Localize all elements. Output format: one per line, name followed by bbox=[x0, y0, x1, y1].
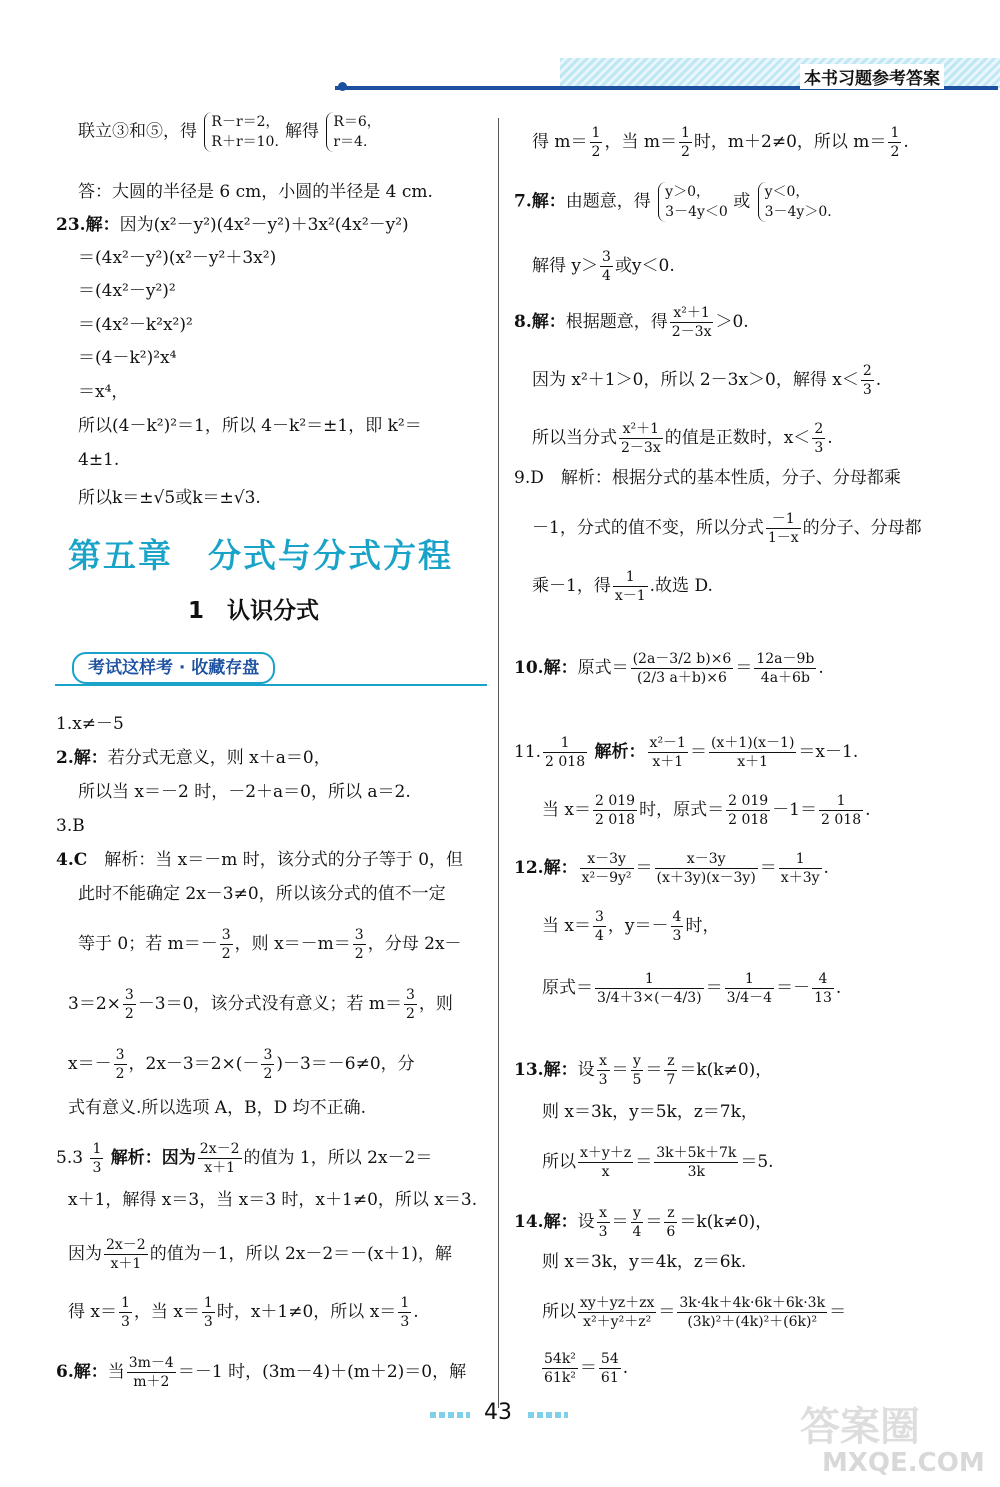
denominator: 2 bbox=[263, 1066, 273, 1082]
question-number: 12.解： bbox=[514, 858, 578, 878]
text: 解得 bbox=[284, 121, 319, 142]
equation: R－r＝2， bbox=[211, 114, 280, 130]
fraction bbox=[595, 970, 704, 1007]
numerator: 2x－2 bbox=[199, 1141, 240, 1157]
denominator: 1－x bbox=[767, 530, 799, 546]
text: ，则 bbox=[418, 994, 453, 1014]
denominator: 61k² bbox=[544, 1370, 576, 1386]
text: ＝5. bbox=[740, 1152, 774, 1172]
header-dot bbox=[338, 82, 347, 91]
denominator: 2 bbox=[890, 144, 900, 160]
denominator: 3 bbox=[814, 440, 824, 456]
text: 联立③和⑤，得 bbox=[78, 121, 197, 142]
numerator: 3 bbox=[354, 927, 364, 943]
question-number: 4.C bbox=[56, 850, 88, 870]
text: 所以当分式 bbox=[532, 428, 617, 448]
fraction bbox=[631, 1052, 644, 1089]
denominator: 2 018 bbox=[595, 812, 636, 828]
text: ＝－ bbox=[776, 978, 811, 998]
text: 解析：当 x＝－m 时，该分式的分子等于 0，但 bbox=[87, 850, 464, 870]
text: 原式＝ bbox=[577, 658, 629, 678]
fraction bbox=[726, 792, 770, 829]
answer-2-line2: 所以当 x＝－2 时，－2＋a＝0，所以 a＝2. bbox=[78, 782, 411, 802]
text: 3＝2× bbox=[68, 994, 121, 1014]
denominator: x－1 bbox=[614, 588, 646, 604]
answer-14: 14.解：设 $\frac{x}{3}$ ＝ $\frac{y}{4}$ ＝ $\frac{z}{6}$ ＝k(k≠0)， bbox=[514, 1205, 773, 1240]
denominator: 2 bbox=[124, 1006, 134, 1022]
denominator: 2 bbox=[115, 1066, 125, 1082]
equation: R＋r＝10. bbox=[211, 134, 279, 150]
text: 设 bbox=[577, 1212, 595, 1232]
text: 当 x＝ bbox=[542, 800, 591, 820]
denominator: 4 bbox=[632, 1224, 642, 1240]
fraction bbox=[404, 986, 417, 1023]
numerator: 1 bbox=[203, 1295, 213, 1311]
answer-5-line3 bbox=[68, 1236, 452, 1273]
numerator: x²＋1 bbox=[619, 420, 663, 439]
text: 乘－1，得 bbox=[532, 576, 611, 596]
denominator: x²＋y²＋z² bbox=[583, 1314, 652, 1330]
question-number: 8.解： bbox=[514, 312, 566, 332]
fraction bbox=[812, 970, 834, 1007]
answer-14-line3: 所以 $\frac{xy+yz+zx}{\text{x²＋y²＋z²}}$ ＝ $\frac{3k\cdot 4k+4k\cdot 6k+6k\cdot 3k}{\text{(3k)²＋(4k)²＋(6k)²}}$ ＝ bbox=[542, 1295, 847, 1330]
fraction bbox=[812, 420, 825, 457]
fraction bbox=[679, 124, 692, 161]
fraction bbox=[202, 1294, 215, 1331]
fraction bbox=[766, 510, 801, 547]
numerator: 2x－2 bbox=[106, 1237, 146, 1253]
answer-11-line2: 当 x＝ $\frac{2 019}{2 018}$ 时，原式＝ $\frac{2 019}{2 018}$ －1＝ $\frac{1}{2 018}$ . bbox=[542, 793, 871, 828]
numerator: x²－1 bbox=[649, 735, 686, 751]
answer-23-line2: ＝(4x²－y²)(x²－y²＋3x²) bbox=[78, 248, 277, 268]
numerator: x＋y＋z bbox=[580, 1145, 632, 1161]
text: 根据题意，得 bbox=[565, 312, 668, 332]
denominator: 3 bbox=[598, 1224, 608, 1240]
text: ，2x－3＝2×(－ bbox=[128, 1054, 260, 1074]
fraction bbox=[114, 1046, 127, 1083]
fraction bbox=[580, 850, 634, 887]
question-number: 11. bbox=[514, 742, 542, 762]
numerator: 1 bbox=[613, 568, 648, 587]
text: ，分母 2x－ bbox=[367, 934, 462, 954]
denominator: 3 bbox=[598, 1072, 608, 1088]
denominator: 61 bbox=[600, 1370, 619, 1386]
answer-23-line8: 4±1. bbox=[78, 450, 120, 470]
answer-7 bbox=[514, 182, 832, 222]
numerator: 3 bbox=[221, 927, 231, 943]
question-number: 6.解： bbox=[56, 1362, 108, 1382]
fraction bbox=[353, 926, 366, 963]
equation: r＝4. bbox=[333, 134, 368, 150]
denominator: 6 bbox=[666, 1224, 676, 1240]
numerator: 3 bbox=[405, 987, 415, 1003]
answer-8-line2: 因为 x²＋1＞0，所以 2－3x＞0，解得 x＜ $\frac{2}{3}$ . bbox=[532, 363, 882, 398]
text: 时，原式＝ bbox=[639, 800, 725, 820]
denominator: (3k)²＋(4k)²＋(6k)² bbox=[687, 1314, 818, 1330]
question-number: 5.3 bbox=[56, 1148, 84, 1168]
numerator: 3 bbox=[263, 1047, 273, 1063]
answer-2 bbox=[56, 746, 331, 770]
column-divider bbox=[498, 118, 499, 1408]
text: .故选 D. bbox=[649, 576, 713, 596]
text: 当 x＝ bbox=[542, 916, 591, 936]
text: ，y＝－ bbox=[607, 916, 669, 936]
numerator: 3 bbox=[595, 909, 604, 925]
fraction bbox=[123, 986, 136, 1023]
answer-23-line7: 所以(4－k²)²＝1，所以 4－k²＝±1，即 k²＝ bbox=[78, 416, 422, 436]
numerator: z bbox=[664, 1052, 677, 1071]
denominator: 13 bbox=[814, 990, 832, 1006]
text: －3＝0，该分式没有意义；若 m＝ bbox=[137, 994, 402, 1014]
fraction bbox=[861, 362, 874, 399]
denominator: 2 bbox=[221, 946, 231, 962]
answer-8-line3: 所以当分式 $\frac{\text{x²＋1}}{2-3x}$ 的值是正数时，x＜ $\frac{2}{3}$ . bbox=[532, 421, 833, 456]
tag-underline bbox=[55, 684, 487, 686]
numerator: 1 bbox=[890, 125, 900, 141]
answer-4-line4 bbox=[68, 986, 453, 1023]
fraction bbox=[888, 124, 901, 161]
numerator: xy＋yz＋zx bbox=[580, 1295, 655, 1311]
text: x＝－ bbox=[68, 1054, 112, 1074]
fraction bbox=[664, 1204, 677, 1241]
page-decoration-right bbox=[528, 1412, 568, 1418]
fraction bbox=[261, 1046, 274, 1083]
answer-9-line2 bbox=[532, 510, 922, 547]
numerator: x－3y bbox=[580, 850, 634, 869]
text: 时，x＋1≠0，所以 x＝ bbox=[216, 1302, 397, 1322]
text: ＝x－1. bbox=[798, 742, 859, 762]
denominator: x bbox=[601, 1164, 610, 1180]
fraction bbox=[648, 734, 688, 771]
inequality-system bbox=[658, 182, 728, 222]
answer-23-line5: ＝(4－k²)²x⁴ bbox=[78, 348, 177, 368]
fraction bbox=[597, 1204, 610, 1241]
fraction bbox=[754, 650, 816, 687]
denominator: x＋1 bbox=[110, 1256, 142, 1272]
watermark-url: MXQE.COM bbox=[822, 1448, 985, 1478]
denominator: 2 bbox=[405, 1006, 415, 1022]
fraction bbox=[599, 1350, 621, 1387]
denominator: 3/4＋3×(－4/3) bbox=[597, 990, 702, 1006]
numerator: x bbox=[597, 1204, 610, 1223]
numerator: 3 bbox=[602, 249, 611, 265]
text: 的值为 1，所以 2x－2＝ bbox=[243, 1148, 433, 1168]
answer-6 bbox=[56, 1354, 466, 1391]
fraction bbox=[220, 926, 233, 963]
text: ，当 m＝ bbox=[604, 132, 677, 152]
section-title: 1 认识分式 bbox=[188, 598, 320, 624]
denominator: 2 018 bbox=[821, 812, 862, 828]
numerator: 1 bbox=[543, 734, 587, 753]
fraction bbox=[90, 1140, 103, 1177]
page-number: 43 bbox=[484, 1400, 512, 1425]
numerator: 4 bbox=[672, 909, 682, 925]
numerator: 3 bbox=[124, 987, 134, 1003]
numerator: x²＋1 bbox=[670, 304, 714, 323]
question-number: 23.解： bbox=[56, 215, 120, 235]
fraction bbox=[104, 1236, 148, 1273]
text: 原式＝ bbox=[542, 978, 593, 998]
text: 的分子、分母都 bbox=[802, 518, 922, 538]
numerator: 1 bbox=[591, 125, 601, 141]
answer-23-line3: ＝(4x²－y²)² bbox=[78, 281, 176, 301]
answer-4-line3 bbox=[78, 926, 462, 963]
answer-9 bbox=[514, 466, 901, 490]
answer-11: 11. $\frac{1}{2 018}$ 解析： $\frac{\text{x²－1}}{x+1}$ ＝ $\frac{(x+1)(x-1)}{x+1}$ ＝x－1. bbox=[514, 735, 859, 770]
text: 的值为－1，所以 2x－2＝－(x＋1)，解 bbox=[149, 1244, 452, 1264]
answer-22-conclusion: 答：大圆的半径是 6 cm，小圆的半径是 4 cm. bbox=[78, 182, 433, 202]
answer-1: 1.x≠－5 bbox=[56, 714, 124, 734]
fraction bbox=[677, 1294, 827, 1331]
denominator: x＋1 bbox=[204, 1160, 236, 1176]
inequality: 3－4y＜0 bbox=[665, 204, 728, 220]
denominator: 2 bbox=[354, 946, 364, 962]
text: 时，m＋2≠0，所以 m＝ bbox=[693, 132, 887, 152]
denominator: x＋1 bbox=[737, 754, 769, 770]
fraction bbox=[578, 1294, 656, 1331]
answer-14-line4: $\frac{\text{54k²}}{\text{61k²}}$ ＝ $\frac{54}{61}$ . bbox=[544, 1351, 629, 1386]
answer-14-line2: 则 x＝3k，y＝4k，z＝6k. bbox=[542, 1252, 747, 1272]
text: ＞0. bbox=[715, 312, 749, 332]
text: －1，分式的值不变，所以分式 bbox=[532, 518, 764, 538]
fraction bbox=[670, 304, 714, 341]
denominator: 2 bbox=[591, 144, 601, 160]
question-number: 14.解： bbox=[514, 1212, 578, 1232]
denominator: 3 bbox=[121, 1314, 130, 1330]
text: 设 bbox=[577, 1060, 595, 1080]
numerator: 54 bbox=[600, 1351, 619, 1367]
answer-12: 12.解： $\frac{x-3y}{\text{x²－9y²}}$ ＝ $\frac{x-3y}{(x+3y)(x-3y)}$ ＝ $\frac{1}{x+3y}$ . bbox=[514, 851, 829, 886]
fraction bbox=[654, 1144, 738, 1181]
fraction bbox=[631, 1204, 644, 1241]
answer-7-line2 bbox=[532, 248, 675, 285]
fraction bbox=[725, 970, 774, 1007]
answer-4-line5 bbox=[68, 1046, 415, 1083]
numerator: z bbox=[664, 1204, 677, 1223]
numerator: 2 019 bbox=[728, 793, 769, 809]
header-title: 本书习题参考答案 bbox=[800, 64, 944, 89]
fraction bbox=[578, 1144, 633, 1181]
answer-23-line1 bbox=[56, 213, 409, 237]
inequality: y＞0， bbox=[665, 184, 710, 200]
text: 当 bbox=[107, 1362, 125, 1382]
text: 因为 bbox=[68, 1244, 102, 1264]
numerator: 4 bbox=[812, 970, 834, 989]
inequality: 3－4y＞0. bbox=[764, 204, 832, 220]
numerator: 1 bbox=[121, 1295, 130, 1311]
fraction bbox=[597, 1052, 610, 1089]
text: 或y＜0. bbox=[614, 256, 675, 276]
text: 若分式无意义，则 x＋a＝0， bbox=[107, 748, 331, 768]
fraction bbox=[671, 908, 684, 945]
denominator: 4 bbox=[602, 268, 611, 284]
text: 所以 bbox=[542, 1152, 576, 1172]
answer-13-line3: 所以 $\frac{x+y+z}{x}$ ＝ $\frac{3k+5k+7k}{3k}$ ＝5. bbox=[542, 1145, 774, 1180]
fraction bbox=[593, 908, 606, 945]
denominator: 3 bbox=[862, 382, 872, 398]
numerator: 1 bbox=[400, 1295, 410, 1311]
text: 解得 y＞ bbox=[532, 256, 599, 276]
inequality-system bbox=[758, 182, 832, 222]
page-decoration-left bbox=[430, 1412, 470, 1418]
denominator: 3 bbox=[92, 1160, 102, 1176]
denominator: 2 018 bbox=[545, 754, 586, 770]
text: ，则 x＝－m＝ bbox=[234, 934, 351, 954]
numerator: x bbox=[597, 1052, 610, 1071]
fraction bbox=[127, 1354, 176, 1391]
denominator: 3 bbox=[672, 928, 682, 944]
answer-12-line2 bbox=[542, 908, 719, 945]
text: 因为 x²＋1＞0，所以 2－3x＞0，解得 x＜ bbox=[532, 370, 859, 390]
fraction bbox=[619, 420, 663, 457]
denominator: 3 bbox=[400, 1314, 410, 1330]
denominator: 4a＋6b bbox=[760, 670, 810, 686]
chapter-title: 第五章 分式与分式方程 bbox=[68, 536, 453, 575]
text: 由题意，得 bbox=[565, 191, 651, 212]
fraction bbox=[709, 734, 796, 771]
answer-22-system bbox=[78, 112, 381, 152]
text: 解析：根据分式的基本性质，分子、分母都乘 bbox=[543, 468, 901, 488]
equation-system bbox=[204, 112, 279, 152]
text: ＝k(k≠0)， bbox=[679, 1212, 773, 1232]
text: 解析： bbox=[594, 742, 646, 762]
fraction bbox=[819, 792, 863, 829]
denominator: 3/4－4 bbox=[726, 990, 773, 1006]
numerator: 3k＋5k＋7k bbox=[656, 1145, 737, 1161]
denominator: 2 018 bbox=[728, 812, 769, 828]
numerator: 1 bbox=[779, 850, 822, 869]
numerator: (2a－3/2 b)×6 bbox=[632, 651, 732, 667]
text: 的值是正数时，x＜ bbox=[664, 428, 811, 448]
fraction bbox=[779, 850, 822, 887]
question-number: 13.解： bbox=[514, 1060, 578, 1080]
denominator: 2－3x bbox=[671, 324, 712, 340]
question-number: 9.D bbox=[514, 468, 544, 488]
numerator: y bbox=[631, 1052, 644, 1071]
answer-23-line6: ＝x⁴， bbox=[78, 382, 129, 402]
answer-5-line2: x＋1，解得 x＝3，当 x＝3 时，x＋1≠0，所以 x＝3. bbox=[68, 1190, 478, 1210]
text: ＝ bbox=[829, 1302, 847, 1322]
fraction bbox=[631, 650, 734, 687]
text: 得 m＝ bbox=[532, 132, 588, 152]
denominator: (2/3 a＋b)×6 bbox=[637, 670, 727, 686]
answer-3: 3.B bbox=[56, 816, 85, 836]
fraction bbox=[600, 248, 613, 285]
section-tag: 考试这样考 · 收藏存盘 bbox=[72, 652, 275, 684]
numerator: 3 bbox=[115, 1047, 125, 1063]
answer-4 bbox=[56, 848, 463, 872]
numerator: 1 bbox=[725, 970, 774, 989]
fraction bbox=[198, 1140, 242, 1177]
text: 解析：因为 bbox=[110, 1148, 196, 1168]
denominator: 4 bbox=[595, 928, 604, 944]
fraction bbox=[664, 1052, 677, 1089]
answer-13-line2: 则 x＝3k，y＝5k，z＝7k， bbox=[542, 1102, 758, 1122]
fraction bbox=[593, 792, 637, 829]
text: ＝－1 时，(3m－4)＋(m＋2)＝0，解 bbox=[177, 1362, 467, 1382]
numerator: 3k·4k＋4k·6k＋6k·3k bbox=[679, 1295, 826, 1311]
answer-5 bbox=[56, 1140, 432, 1177]
question-number: 10.解： bbox=[514, 658, 578, 678]
fraction bbox=[543, 734, 587, 771]
answer-23-line9: 所以k＝±√5或k＝±√3. bbox=[78, 488, 261, 508]
answer-12-line3: 原式＝ $\frac{1}{3/4+3\times(-4/3)}$ ＝ $\frac{1}{3/4-4}$ ＝－ $\frac{4}{13}$ . bbox=[542, 971, 842, 1006]
text: 或 bbox=[733, 191, 751, 212]
numerator: 1 bbox=[819, 792, 863, 811]
denominator: 3k bbox=[687, 1164, 705, 1180]
answer-23-line4: ＝(4x²－k²x²)² bbox=[78, 315, 193, 335]
numerator: 1 bbox=[92, 1141, 102, 1157]
numerator: 2 bbox=[814, 421, 824, 437]
answer-4-line6: 式有意义.所以选项 A，B，D 均不正确. bbox=[68, 1098, 367, 1118]
question-number: 2.解： bbox=[56, 748, 108, 768]
fraction bbox=[119, 1294, 132, 1331]
numerator: 2 019 bbox=[595, 793, 636, 809]
fraction bbox=[398, 1294, 411, 1331]
denominator: x²－9y² bbox=[581, 870, 632, 886]
numerator: (x＋1)(x－1) bbox=[710, 735, 795, 751]
answer-10: 10.解：原式＝ $\frac{(2a-3/2 b)\times 6}{(2/3 a+b)\times 6}$ ＝ $\frac{12a-9b}{4a+6b}$ . bbox=[514, 651, 824, 686]
numerator: 1 bbox=[595, 970, 704, 989]
fraction bbox=[542, 1350, 578, 1387]
denominator: 2－3x bbox=[621, 440, 661, 456]
answer-9-line3 bbox=[532, 568, 713, 605]
fraction bbox=[590, 124, 603, 161]
watermark-logo: 答案圈 bbox=[800, 1404, 920, 1450]
denominator: x＋3y bbox=[780, 870, 820, 886]
text: 等于 0；若 m＝－ bbox=[78, 934, 218, 954]
denominator: x＋1 bbox=[652, 754, 684, 770]
answer-13: 13.解：设 $\frac{x}{3}$ ＝ $\frac{y}{5}$ ＝ $\frac{z}{7}$ ＝k(k≠0)， bbox=[514, 1053, 773, 1088]
text: ＝k(k≠0)， bbox=[679, 1060, 773, 1080]
answer-4-line2: 此时不能确定 2x－3≠0，所以该分式的值不一定 bbox=[78, 884, 446, 904]
text: 得 x＝ bbox=[68, 1302, 117, 1322]
denominator: 7 bbox=[666, 1072, 676, 1088]
text: 因为(x²－y²)(4x²－y²)＋3x²(4x²－y²) bbox=[119, 215, 409, 235]
text: )－3＝－6≠0，分 bbox=[276, 1054, 415, 1074]
answer-6-cont: 得 m＝ $\frac{1}{2}$ ，当 m＝ $\frac{1}{2}$ 时，m＋2≠0，所以 m＝ $\frac{1}{2}$ . bbox=[532, 125, 909, 160]
numerator: 12a－9b bbox=[756, 651, 815, 667]
numerator: 1 bbox=[680, 125, 690, 141]
denominator: (x＋3y)(x－3y) bbox=[656, 870, 756, 886]
numerator: 3m－4 bbox=[128, 1355, 174, 1371]
numerator: 2 bbox=[862, 363, 872, 379]
denominator: 2 bbox=[680, 144, 690, 160]
inequality: y＜0， bbox=[764, 184, 810, 200]
fraction bbox=[655, 850, 758, 887]
numerator: x－3y bbox=[655, 850, 758, 869]
question-number: 7.解： bbox=[514, 191, 566, 212]
text: －1＝ bbox=[772, 800, 818, 820]
numerator: －1 bbox=[766, 510, 801, 529]
text: 所以 bbox=[542, 1302, 576, 1322]
denominator: 5 bbox=[632, 1072, 642, 1088]
fraction bbox=[613, 568, 648, 605]
equation: R＝6， bbox=[333, 114, 381, 130]
denominator: 3 bbox=[203, 1314, 213, 1330]
text: 时， bbox=[685, 916, 720, 936]
denominator: m＋2 bbox=[133, 1374, 170, 1390]
answer-8 bbox=[514, 304, 749, 341]
numerator: y bbox=[631, 1204, 644, 1223]
numerator: 54k² bbox=[544, 1351, 576, 1367]
text: ，当 x＝ bbox=[133, 1302, 200, 1322]
equation-system bbox=[326, 112, 380, 152]
answer-5-line4: 得 x＝ $\frac{1}{3}$ ，当 x＝ $\frac{1}{3}$ 时，x＋1≠0，所以 x＝ $\frac{1}{3}$ . bbox=[68, 1295, 419, 1330]
